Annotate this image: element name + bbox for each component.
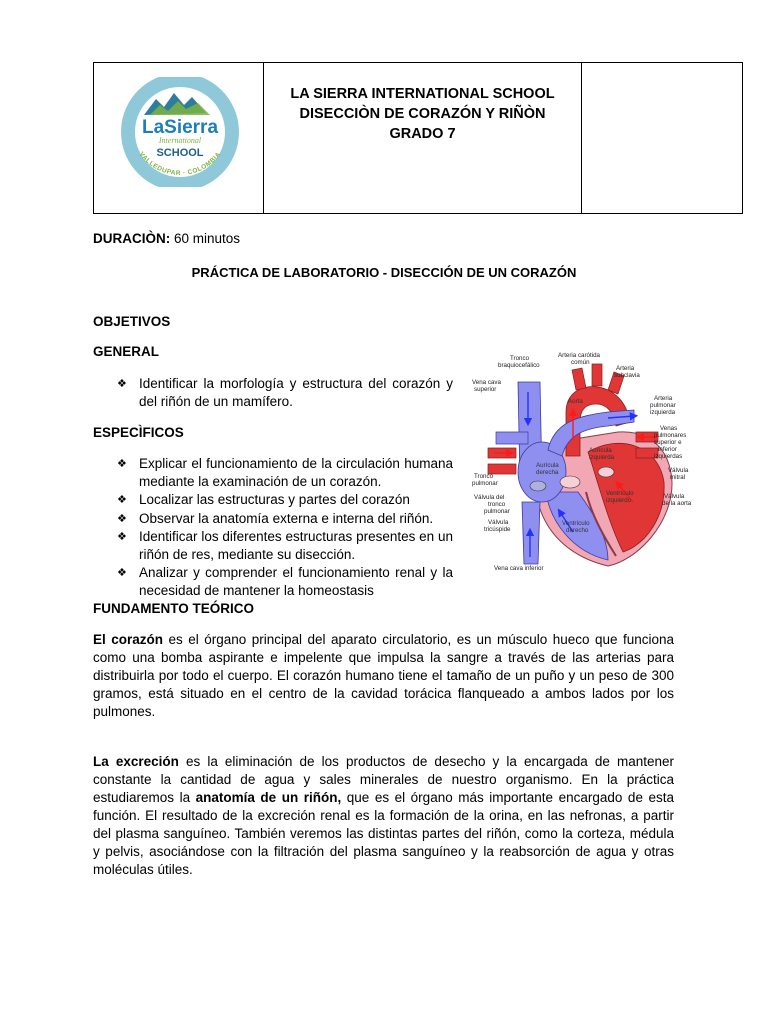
logo-text: LaSierra (141, 117, 219, 138)
diagram-label: subclavia (614, 372, 640, 379)
fundamento-heading: FUNDAMENTO TEÓRICO (93, 601, 254, 616)
diagram-label: Vena cava inferior (494, 565, 544, 572)
specific-heading: ESPECÌFICOS (93, 425, 184, 440)
term-corazon: El corazón (93, 632, 163, 647)
diagram-label: pulmonares (654, 432, 687, 439)
diagram-label: Ventrículo (562, 520, 590, 527)
bullet-icon: ❖ (117, 378, 127, 390)
diagram-label: International (158, 136, 202, 145)
diagram-label: Arteria (654, 395, 673, 402)
term-excrecion: La excreción (93, 754, 179, 769)
diagram-label: Aurícula (589, 447, 612, 454)
list-item: Explicar el funcionamiento de la circulación humana mediante la examinación de un corazón. (139, 456, 453, 489)
diagram-label: Válvula (664, 493, 685, 500)
diagram-label: izquierdo (606, 497, 632, 504)
diagram-label: Arteria carótida (558, 352, 600, 359)
diagram-label: izquierdas (654, 453, 683, 460)
diagram-label: izquierda (650, 409, 676, 416)
diagram-label: pulmonar (472, 480, 498, 487)
heart-diagram (458, 352, 698, 580)
diagram-label: superior (474, 386, 497, 393)
diagram-label: Arteria (616, 365, 635, 372)
diagram-label: Válvula (668, 467, 689, 474)
diagram-label: Ventrículo (606, 490, 634, 497)
diagram-label: Vena cava (472, 379, 501, 386)
diagram-label: pulmonar (484, 508, 510, 515)
objectives-heading: OBJETIVOS (93, 314, 171, 329)
general-heading: GENERAL (93, 344, 160, 359)
list-item: Observar la anatomía externa e interna del riñón. (139, 511, 434, 526)
duration-label: DURACIÒN: (93, 231, 171, 246)
diagram-label: derecha (536, 469, 559, 476)
diagram-label: pulmonar (650, 402, 676, 409)
list-item: Analizar y comprender el funcionamiento renal y la necesidad de mantener la homeostasis (139, 565, 453, 598)
term-anatomia-rinon: anatomía de un riñón, (195, 790, 342, 805)
list-item: Localizar las estructuras y partes del corazón (139, 492, 410, 507)
duration-line (93, 230, 240, 248)
diagram-label: braquiocefálico (498, 362, 540, 369)
bullet-icon: ❖ (117, 513, 127, 525)
diagram-label: superior e (654, 439, 682, 446)
school-logo (120, 77, 240, 187)
paragraph-heart: El corazón es el órgano principal del aparato circulatorio, es un músculo hueco que funciona como una bomba aspirante e impelente que impulsa la sangre a través de las arterias para distribuirla por todo el cuerpo. El corazón humano tiene el tamaño de un puño y un peso de 300 gramos, está situado en el centro de la cavidad torácica flanqueado a ambos lados por los pulmones. (93, 632, 674, 719)
bullet-icon: ❖ (117, 458, 127, 470)
diagram-label: Tronco (510, 355, 530, 362)
diagram-label: de la aorta (662, 500, 692, 507)
diagram-label: mitral (670, 474, 686, 481)
diagram-label: común (571, 359, 590, 366)
bullet-icon: ❖ (117, 531, 127, 543)
diagram-label: tricúspide (484, 526, 511, 533)
document-subject: DISECCIÒN DE CORAZÓN Y RIÑÒN (299, 106, 546, 122)
school-name: LA SIERRA INTERNATIONAL SCHOOL (290, 86, 555, 102)
duration-value: 60 minutos (170, 231, 241, 246)
diagram-label: tronco (488, 501, 506, 508)
diagram-label: Venas (660, 425, 678, 432)
list-item: Identificar los diferentes estructuras presentes en un riñón de res, mediante su disección. (139, 529, 453, 562)
svg-text:VALLEDUPAR · COLOMBIA: VALLEDUPAR · COLOMBIA (137, 150, 223, 178)
diagram-label: SCHOOL (156, 147, 204, 159)
paragraph-excretion: La excreción es la eliminación de los productos de desecho y la encargada de mantener constante la cantidad de agua y sales minerales de nuestro organismo. En la práctica estudiaremos la anatomía de un riñón, que es el órgano más importante encargado de esta función. El resultado de la excreción renal es la formación de la orina, en las nefronas, a partir del plasma sanguíneo. También veremos las distintas partes del riñón, como la corteza, médula y pelvis, asociándose con la filtración del plasma sanguíneo y la reabsorción de agua y otras moléculas útiles. (93, 754, 675, 877)
header-divider (581, 62, 582, 214)
vena-cava-inferior (522, 502, 540, 564)
diagram-label: Válvula (488, 519, 509, 526)
bullet-icon: ❖ (117, 494, 127, 506)
diagram-label: Aurícula (536, 462, 559, 469)
diagram-label: derecho (566, 527, 589, 534)
diagram-label: Tronco (474, 473, 494, 480)
diagram-label: izquierda (589, 454, 615, 461)
grade-label: GRADO 7 (389, 126, 456, 142)
practice-title: PRÁCTICA DE LABORATORIO - DISECCIÓN DE UN CORAZÓN (191, 265, 577, 280)
diagram-label: inferior (658, 446, 677, 453)
header-title (264, 84, 581, 144)
diagram-label: Válvula del (474, 494, 505, 501)
list-item: Identificar la morfología y estructura del corazón y del riñón de un mamífero. (139, 376, 453, 409)
diagram-label: Aorta (568, 398, 583, 405)
bullet-icon: ❖ (117, 567, 127, 579)
